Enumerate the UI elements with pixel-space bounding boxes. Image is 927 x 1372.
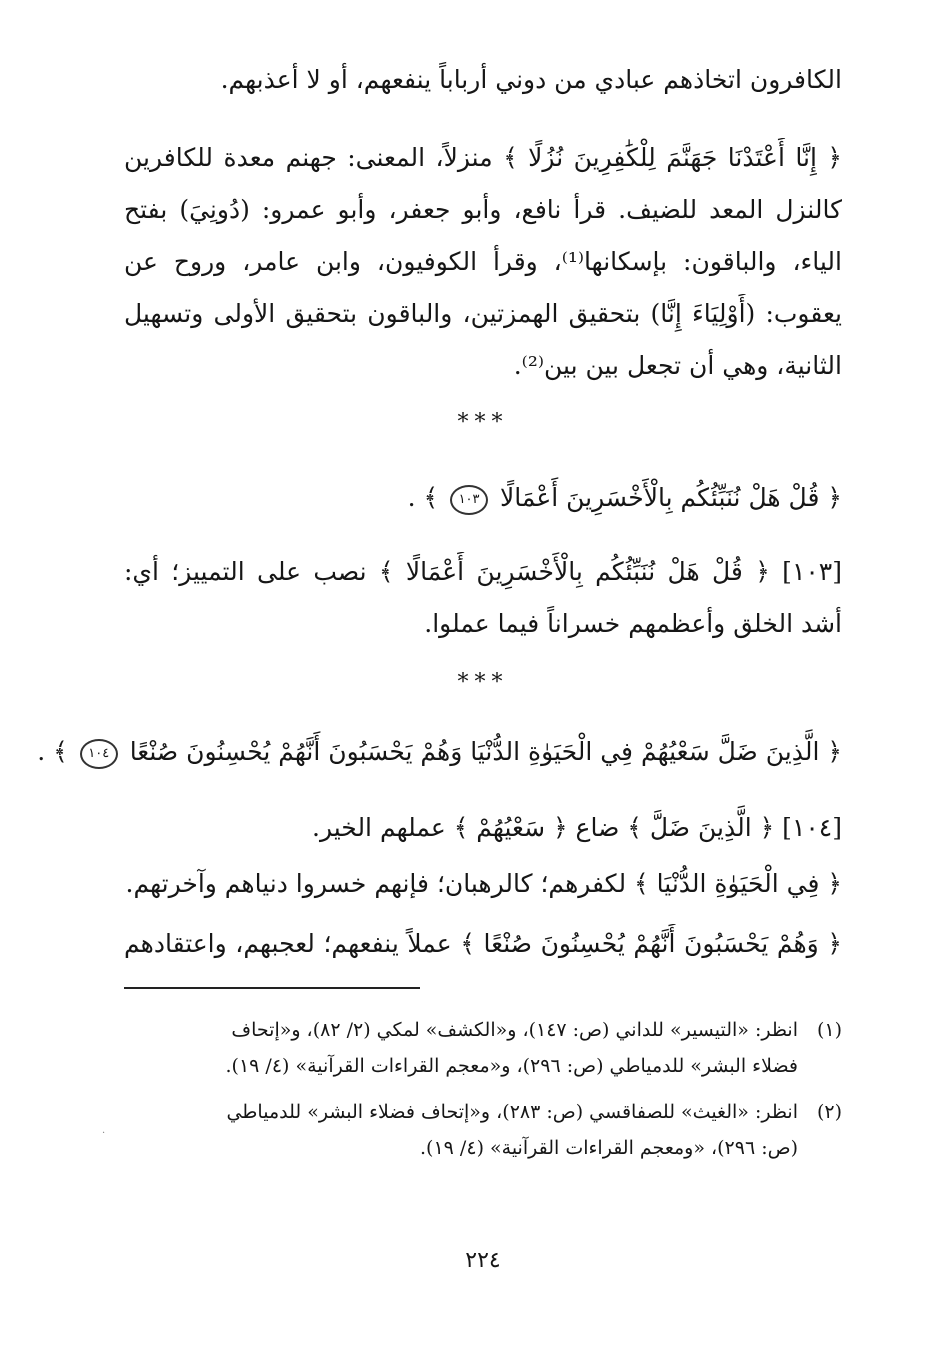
verse-text: ﴿ قُلْ هَلْ نُنَبِّئُكُم بِالْأَخْسَرِينَ أَعْمَالًا (500, 483, 842, 512)
page-number: ٢٢٤ (465, 1248, 501, 1273)
body-line: كالنزل المعد للضيف. قرأ نافع، وأبو جعفر، وأبو عمرو: (دُونِيَ) بفتح (124, 195, 842, 224)
verse-text: ﴿ الَّذِينَ ضَلَّ سَعْيُهُمْ فِي الْحَيَوٰةِ الدُّنْيَا وَهُمْ يَحْسَبُونَ أَنَّهُمْ يُحْسِنُونَ صُنْعًا (129, 737, 842, 766)
footnote-text: انظر: «الغيث» للصفاقسي (ص: ٢٨٣)، و«إتحاف فضلاء البشر» للدمياطي (226, 1101, 798, 1123)
ayah-number-mark: ١٠٣ (450, 485, 488, 515)
body-line: [١٠٣] ﴿ قُلْ هَلْ نُنَبِّئُكُم بِالْأَخْسَرِينَ أَعْمَالًا ﴾ نصب على التمييز؛ أي: (124, 557, 842, 586)
scan-speck: · (102, 1128, 106, 1139)
footnote-divider (124, 987, 420, 989)
section-separator: *** (457, 410, 509, 435)
body-line: ﴿ وَهُمْ يَحْسَبُونَ أَنَّهُمْ يُحْسِنُونَ صُنْعًا ﴾ عملاً ينفعهم؛ لعجبهم، واعتقادهم (124, 929, 842, 958)
body-line: يعقوب: (أَوْلِيَاءَ إِنَّا) بتحقيق الهمزتين، والباقون بتحقيق الأولى وتسهيل (124, 299, 842, 328)
footnote-number: (١) (816, 1019, 842, 1041)
footnote-1-continuation: فضلاء البشر» للدمياطي (ص: ٢٩٦)، و«معجم القراءات القرآنية» (٤/ ١٩). (225, 1055, 798, 1077)
verse-close: ﴾ . (37, 737, 68, 766)
body-line: ﴿ إِنَّا أَعْتَدْنَا جَهَنَّمَ لِلْكَٰفِرِينَ نُزُلًا ﴾ منزلاً، المعنى: جهنم معدة للكافرين (124, 143, 842, 172)
footnote-2-continuation: (ص: ٢٩٦)، «ومعجم القراءات القرآنية» (٤/ ١٩). (420, 1137, 798, 1159)
ayah-number-mark: ١٠٤ (80, 739, 118, 769)
body-line: ﴿ فِي الْحَيَوٰةِ الدُّنْيَا ﴾ لكفرهم؛ كالرهبان؛ فإنهم خسروا دنياهم وآخرتهم. (125, 869, 842, 898)
footnote-1-line (124, 1014, 842, 1047)
footnote-number: (٢) (816, 1101, 842, 1123)
footnote-text: انظر: «التيسير» للداني (ص: ١٤٧)، و«الكشف» لمكي (٢/ ٨٢)، و«إتحاف (231, 1019, 798, 1041)
body-line: الثانية، وهي أن تجعل بين بين⁽²⁾. (513, 351, 842, 380)
verse-103 (124, 478, 842, 518)
verse-close: ﴾ . (407, 483, 439, 512)
body-line: الكافرون اتخاذهم عبادي من دوني أرباباً ينفعهم، أو لا أعذبهم. (220, 65, 842, 94)
body-line: أشد الخلق وأعظمهم خسراناً فيما عملوا. (424, 609, 842, 638)
section-separator: *** (457, 670, 509, 695)
footnote-2-line (124, 1096, 842, 1129)
body-line: [١٠٤] ﴿ الَّذِينَ ضَلَّ ﴾ ضاع ﴿ سَعْيُهُمْ ﴾ عملهم الخير. (312, 813, 842, 842)
body-line: الياء، والباقون: بإسكانها⁽¹⁾، وقرأ الكوفيون، وابن عامر، وروح عن (124, 247, 842, 276)
verse-104 (37, 732, 842, 772)
